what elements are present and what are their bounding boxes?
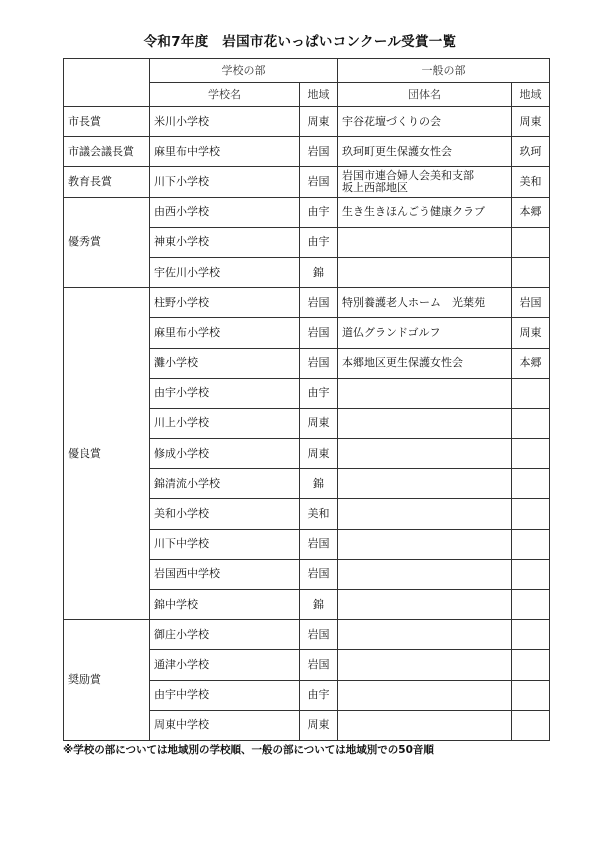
award-name: 市議会議長賞 [64, 137, 150, 167]
header-corner-cell [64, 59, 150, 107]
table-row [64, 197, 550, 227]
school-name: 修成小学校 [150, 439, 300, 469]
group-name [338, 529, 512, 559]
school-region: 錦 [300, 469, 338, 499]
school-name: 由宇中学校 [150, 680, 300, 710]
award-name: 優良賞 [64, 288, 150, 620]
award-name: 市長賞 [64, 107, 150, 137]
table-row [64, 137, 550, 167]
school-region: 岩国 [300, 167, 338, 197]
school-region: 岩国 [300, 620, 338, 650]
group-region: 岩国 [512, 288, 550, 318]
group-region [512, 710, 550, 740]
group-name [338, 439, 512, 469]
school-region: 岩国 [300, 650, 338, 680]
group-region: 周東 [512, 318, 550, 348]
group-region [512, 378, 550, 408]
school-region-header: 地域 [300, 83, 338, 107]
group-name [338, 590, 512, 620]
school-region: 周東 [300, 710, 338, 740]
school-region: 岩国 [300, 288, 338, 318]
group-name [338, 710, 512, 740]
group-name [338, 650, 512, 680]
group-name [338, 378, 512, 408]
group-name [338, 257, 512, 287]
general-section-header: 一般の部 [338, 59, 550, 83]
school-name: 由西小学校 [150, 197, 300, 227]
group-name [338, 620, 512, 650]
group-region [512, 650, 550, 680]
group-region [512, 499, 550, 529]
awards-table [63, 58, 550, 741]
group-name [338, 559, 512, 589]
school-region: 周東 [300, 107, 338, 137]
school-region: 周東 [300, 439, 338, 469]
group-region [512, 529, 550, 559]
school-name: 川下小学校 [150, 167, 300, 197]
school-region: 岩国 [300, 348, 338, 378]
group-name [338, 680, 512, 710]
school-section-header: 学校の部 [150, 59, 338, 83]
school-name: 岩国西中学校 [150, 559, 300, 589]
group-region [512, 257, 550, 287]
school-region: 美和 [300, 499, 338, 529]
school-name: 麻里布中学校 [150, 137, 300, 167]
group-region: 美和 [512, 167, 550, 197]
table-row [64, 620, 550, 650]
award-name: 教育長賞 [64, 167, 150, 197]
school-name: 川下中学校 [150, 529, 300, 559]
school-region: 由宇 [300, 680, 338, 710]
header-row-sections [64, 59, 550, 83]
award-name: 優秀賞 [64, 197, 150, 288]
school-name: 由宇小学校 [150, 378, 300, 408]
school-name: 周東中学校 [150, 710, 300, 740]
group-name [338, 469, 512, 499]
group-region [512, 469, 550, 499]
group-name: 生き生きほんごう健康クラブ [338, 197, 512, 227]
school-name: 通津小学校 [150, 650, 300, 680]
table-row [64, 167, 550, 197]
award-name: 奨励賞 [64, 620, 150, 741]
group-region [512, 680, 550, 710]
group-name: 本郷地区更生保護女性会 [338, 348, 512, 378]
table-row [64, 288, 550, 318]
school-name: 麻里布小学校 [150, 318, 300, 348]
school-region: 岩国 [300, 318, 338, 348]
school-name: 川上小学校 [150, 408, 300, 438]
school-name: 柱野小学校 [150, 288, 300, 318]
school-name: 灘小学校 [150, 348, 300, 378]
school-region: 由宇 [300, 197, 338, 227]
group-name: 宇谷花壇づくりの会 [338, 107, 512, 137]
table-row [64, 107, 550, 137]
school-name: 神東小学校 [150, 227, 300, 257]
school-name: 錦清流小学校 [150, 469, 300, 499]
footnote: ※学校の部については地域別の学校順、一般の部については地域別での50音順 [63, 744, 434, 756]
school-region: 由宇 [300, 378, 338, 408]
school-name: 錦中学校 [150, 590, 300, 620]
school-name: 美和小学校 [150, 499, 300, 529]
group-region [512, 408, 550, 438]
group-region-header: 地域 [512, 83, 550, 107]
group-region: 周東 [512, 107, 550, 137]
school-region: 岩国 [300, 529, 338, 559]
school-region: 錦 [300, 590, 338, 620]
group-region: 本郷 [512, 197, 550, 227]
school-region: 周東 [300, 408, 338, 438]
group-region [512, 227, 550, 257]
group-region [512, 590, 550, 620]
group-name [338, 227, 512, 257]
school-name: 宇佐川小学校 [150, 257, 300, 287]
school-name: 米川小学校 [150, 107, 300, 137]
group-name [338, 408, 512, 438]
group-name: 特別養護老人ホーム 光葉苑 [338, 288, 512, 318]
school-region: 岩国 [300, 559, 338, 589]
group-region [512, 559, 550, 589]
school-name-header: 学校名 [150, 83, 300, 107]
school-region: 錦 [300, 257, 338, 287]
school-region: 岩国 [300, 137, 338, 167]
group-region [512, 439, 550, 469]
group-region [512, 620, 550, 650]
page-title: 令和7年度 岩国市花いっぱいコンクール受賞一覧 [143, 34, 457, 50]
group-name: 玖珂町更生保護女性会 [338, 137, 512, 167]
group-name-header: 団体名 [338, 83, 512, 107]
school-name: 御庄小学校 [150, 620, 300, 650]
group-name [338, 499, 512, 529]
group-region: 本郷 [512, 348, 550, 378]
school-region: 由宇 [300, 227, 338, 257]
group-name: 岩国市連合婦人会美和支部 坂上西部地区 [338, 167, 512, 197]
group-region: 玖珂 [512, 137, 550, 167]
group-name: 道仏グランドゴルフ [338, 318, 512, 348]
